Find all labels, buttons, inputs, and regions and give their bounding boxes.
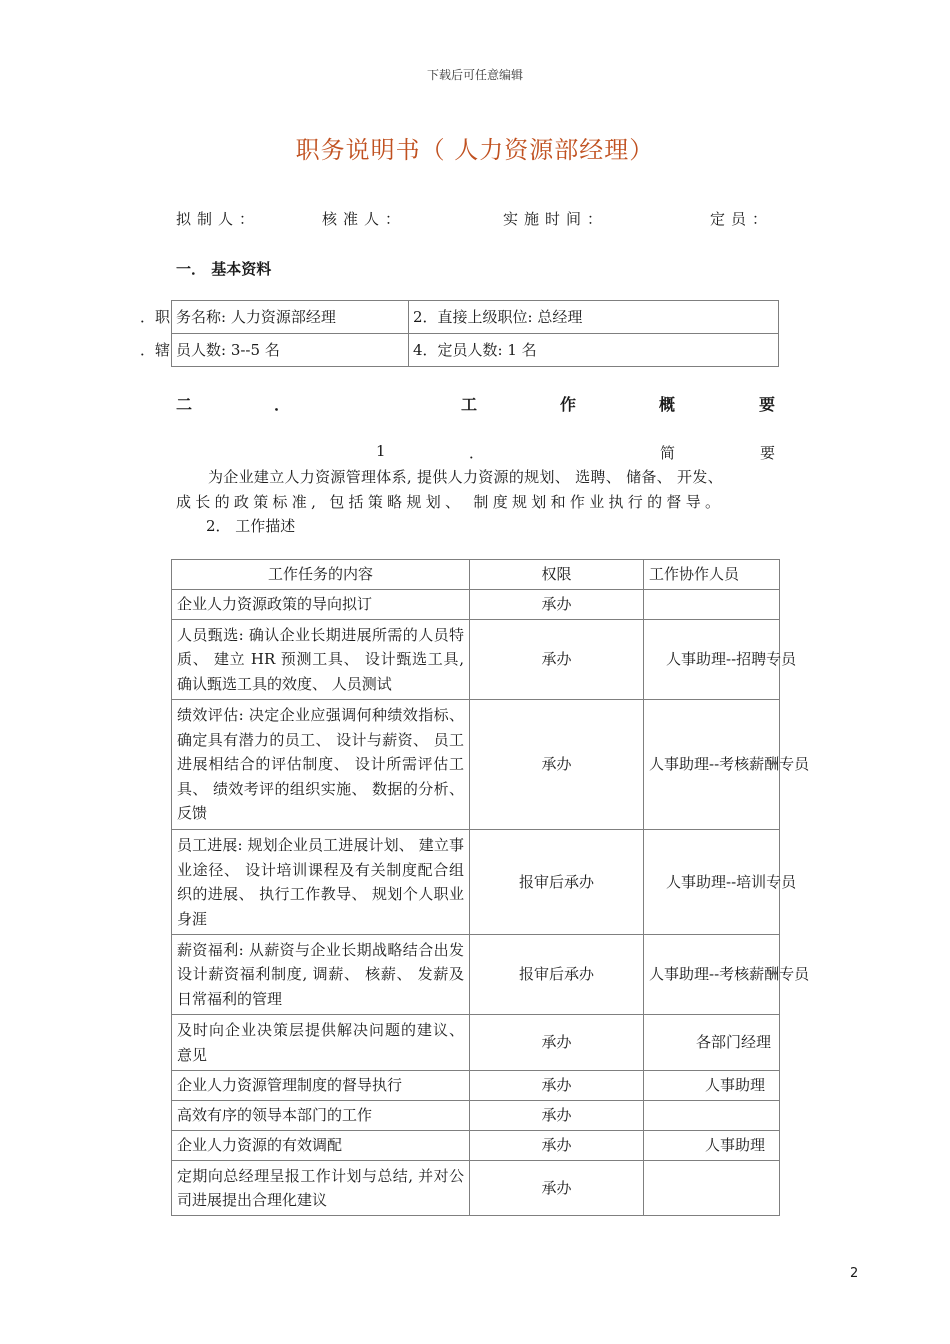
task-cell: 员工进展: 规划企业员工进展计划、 建立事业途径、 设计培训课程及有关制度配合组织的进展、 执行工作教导、 规划个人职业身涯 <box>172 830 470 935</box>
meta-line <box>176 208 776 230</box>
task-cell: 高效有序的领导本部门的工作 <box>172 1101 470 1131</box>
table-row <box>172 334 779 367</box>
task-cell: 企业人力资源管理制度的督导执行 <box>172 1071 470 1101</box>
table-row <box>172 301 779 334</box>
authority-cell: 承办 <box>470 1161 644 1216</box>
partner-cell: 人事助理--招聘专员 <box>644 620 780 700</box>
partner-cell <box>644 1101 780 1131</box>
summary-line-1: 为企业建立人力资源管理体系, 提供人力资源的规划、 选聘、 储备、 开发、 <box>208 468 723 486</box>
table-row <box>172 1161 780 1216</box>
sub1-char: 简 <box>660 444 676 462</box>
authority-cell: 承办 <box>470 700 644 830</box>
subordinates-cell: 员人数: 3--5 名 <box>172 334 409 367</box>
sub1-char: 1 <box>376 442 386 460</box>
table-row <box>172 620 780 700</box>
job-tasks-table <box>171 559 810 1216</box>
sub1-char: 要 <box>760 444 776 462</box>
header-note: 下载后可任意编辑 <box>426 68 523 82</box>
headcount-cell: 4．定员人数: 1 名 <box>409 334 779 367</box>
approver-label: 核准人： <box>322 210 407 228</box>
authority-cell: 承办 <box>470 620 644 700</box>
authority-cell: 承办 <box>470 1015 644 1071</box>
authority-cell: 承办 <box>470 1131 644 1161</box>
drafter-label: 拟制人： <box>176 210 261 228</box>
table-row <box>172 700 780 830</box>
summary-line-2: 成长的政策标准, 包括策略规划、 制度规划和作业执行的督导。 <box>176 493 725 511</box>
document-title: 职务说明书（ 人力资源部经理） <box>295 136 655 164</box>
partner-cell <box>644 590 780 620</box>
partner-cell: 人事助理 <box>644 1071 780 1101</box>
section2-char: ． <box>274 395 291 414</box>
table-row <box>172 1015 780 1071</box>
basic-row2-prefix: ．辖 <box>140 341 171 359</box>
authority-cell: 承办 <box>470 1071 644 1101</box>
job-title-cell: 务名称: 人力资源部经理 <box>172 301 409 334</box>
authority-cell: 报审后承办 <box>470 935 644 1015</box>
headcount-label: 定员： <box>710 210 774 228</box>
table-header-row <box>172 560 780 590</box>
header-authority: 权限 <box>470 560 644 590</box>
table-row <box>172 1131 780 1161</box>
supervisor-cell: 2．直接上级职位: 总经理 <box>409 301 779 334</box>
effective-time-label: 实施时间： <box>503 210 609 228</box>
partner-cell: 人事助理--考核薪酬专员 <box>644 935 780 1015</box>
partner-cell: 各部门经理 <box>644 1015 780 1071</box>
table-row <box>172 590 780 620</box>
header-partner: 工作协作人员 <box>644 560 780 590</box>
task-cell: 定期向总经理呈报工作计划与总结, 并对公司进展提出合理化建议 <box>172 1161 470 1216</box>
partner-cell: 人事助理--考核薪酬专员 <box>644 700 780 830</box>
section2-char: 二 <box>176 395 193 414</box>
task-cell: 企业人力资源的有效调配 <box>172 1131 470 1161</box>
basic-info-table <box>171 300 779 367</box>
task-cell: 人员甄选: 确认企业长期进展所需的人员特质、 建立 HR 预测工具、 设计甄选工具, 确认甄选工具的效度、 人员测试 <box>172 620 470 700</box>
table-row <box>172 935 780 1015</box>
table-row <box>172 830 780 935</box>
section2-char: 工 <box>461 395 478 414</box>
authority-cell: 承办 <box>470 590 644 620</box>
section2-char: 概 <box>659 395 676 414</box>
basic-row1-prefix: ．职 <box>140 308 171 326</box>
authority-cell: 报审后承办 <box>470 830 644 935</box>
header-task: 工作任务的内容 <box>172 560 470 590</box>
summary-paragraph <box>176 465 776 515</box>
section-basic-info-title: 一． 基本资料 <box>176 260 272 278</box>
task-cell: 企业人力资源政策的导向拟订 <box>172 590 470 620</box>
section-work-overview-title <box>176 392 776 414</box>
subsection-summary-title <box>176 442 776 464</box>
task-cell: 薪资福利: 从薪资与企业长期战略结合出发设计薪资福利制度, 调薪、 核薪、 发薪及日常福利的管理 <box>172 935 470 1015</box>
section2-char: 要 <box>759 395 776 414</box>
authority-cell: 承办 <box>470 1101 644 1131</box>
task-cell: 绩效评估: 决定企业应强调何种绩效指标、 确定具有潜力的员工、 设计与薪资、 员工进展相结合的评估制度、 设计所需评估工具、 绩效考评的组织实施、 数据的分析、 反馈 <box>172 700 470 830</box>
partner-cell: 人事助理 <box>644 1131 780 1161</box>
partner-cell: 人事助理--培训专员 <box>644 830 780 935</box>
partner-cell <box>644 1161 780 1216</box>
sub1-char: ． <box>469 444 485 462</box>
section2-char: 作 <box>560 395 577 414</box>
task-cell: 及时向企业决策层提供解决问题的建议、 意见 <box>172 1015 470 1071</box>
subsection-job-description-title: 2． 工作描述 <box>206 517 296 535</box>
page-number: 2 <box>850 1266 859 1281</box>
table-row <box>172 1101 780 1131</box>
table-row <box>172 1071 780 1101</box>
